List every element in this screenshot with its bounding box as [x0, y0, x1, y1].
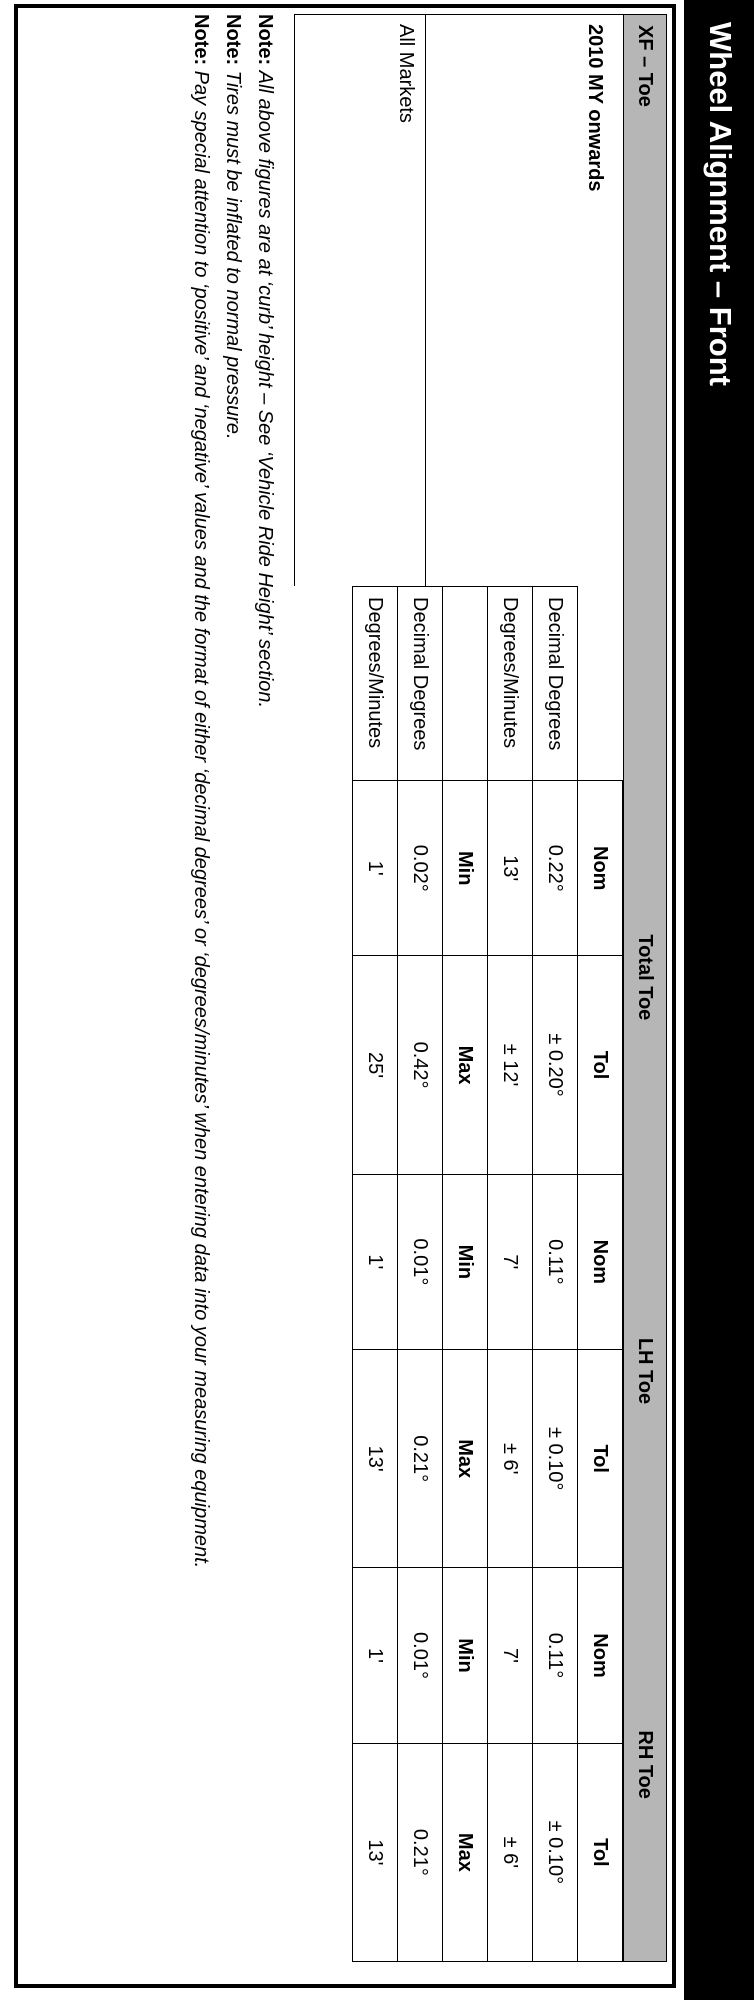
min-max-header-row [443, 587, 488, 1962]
value-cell: 0.11° [533, 1568, 578, 1743]
group-rh-toe: RH Toe [634, 1730, 657, 1799]
col-nom: Nom [578, 1174, 623, 1349]
value-cell: 0.02° [398, 781, 443, 956]
value-cell: ± 0.20° [533, 956, 578, 1174]
group-lh-toe: LH Toe [634, 1337, 657, 1405]
col-min: Min [443, 1174, 488, 1349]
value-cell: 1' [353, 781, 398, 956]
table-row [398, 587, 443, 1962]
note-label: Note: [254, 14, 276, 66]
page-title: Wheel Alignment – Front [703, 22, 738, 386]
col-max: Max [443, 1350, 488, 1568]
value-cell: ± 0.10° [533, 1743, 578, 1961]
title-divider [684, 0, 686, 2000]
table-row [533, 587, 578, 1962]
value-cell: ± 12' [488, 956, 533, 1174]
value-cell: 0.21° [398, 1350, 443, 1568]
table-row [353, 587, 398, 1962]
note-item [219, 14, 247, 1974]
value-cell: 0.21° [398, 1743, 443, 1961]
nom-tol-header-row [578, 587, 623, 1962]
value-cell: 0.01° [398, 1568, 443, 1743]
row-label-decimal: Decimal Degrees [533, 587, 578, 781]
value-cell: ± 6' [488, 1350, 533, 1568]
note-text: Tires must be inflated to normal pressure. [222, 70, 244, 440]
value-cell: 13' [353, 1350, 398, 1568]
col-max: Max [443, 956, 488, 1174]
value-cell: ± 0.10° [533, 1350, 578, 1568]
col-min: Min [443, 1568, 488, 1743]
value-cell: 25' [353, 956, 398, 1174]
value-cell: 13' [353, 1743, 398, 1961]
row-label-dm: Degrees/Minutes [353, 587, 398, 781]
note-item [187, 14, 215, 1974]
notes-block [183, 14, 279, 1974]
table-row [488, 587, 533, 1962]
value-cell: 0.11° [533, 1174, 578, 1349]
value-cell: 0.22° [533, 781, 578, 956]
col-tol: Tol [578, 1743, 623, 1961]
market-label: All Markets [395, 24, 417, 123]
note-text: Pay special attention to ‘positive’ and ‘negative’ values and the format of either ‘decimal degrees’ or ‘degrees/minutes’ when entering data into your measuring equipment. [190, 70, 212, 1569]
group-total-toe: Total Toe [634, 934, 657, 1021]
col-tol: Tol [578, 1350, 623, 1568]
value-cell: 7' [488, 1174, 533, 1349]
toe-spec-table [352, 586, 667, 1962]
row-label-dm: Degrees/Minutes [488, 587, 533, 781]
label-column-divider [425, 15, 426, 586]
note-item [251, 14, 279, 1974]
note-text: All above figures are at ‘curb’ height – See ‘Vehicle Ride Height’ section. [254, 70, 276, 709]
label-column [294, 14, 624, 586]
value-cell: 0.42° [398, 956, 443, 1174]
section-title: XF – Toe [634, 25, 656, 107]
title-bar [686, 0, 754, 2000]
value-cell: 13' [488, 781, 533, 956]
col-min: Min [443, 781, 488, 956]
col-tol: Tol [578, 956, 623, 1174]
col-max: Max [443, 1743, 488, 1961]
col-nom: Nom [578, 1568, 623, 1743]
group-header-row [623, 587, 668, 1962]
note-label: Note: [222, 14, 244, 66]
model-year-label: 2010 MY onwards [584, 24, 606, 192]
value-cell: 1' [353, 1568, 398, 1743]
note-label: Note: [190, 14, 212, 66]
value-cell: 1' [353, 1174, 398, 1349]
row-label-decimal: Decimal Degrees [398, 587, 443, 781]
value-cell: 0.01° [398, 1174, 443, 1349]
value-cell: ± 6' [488, 1743, 533, 1961]
value-cell: 7' [488, 1568, 533, 1743]
col-nom: Nom [578, 781, 623, 956]
